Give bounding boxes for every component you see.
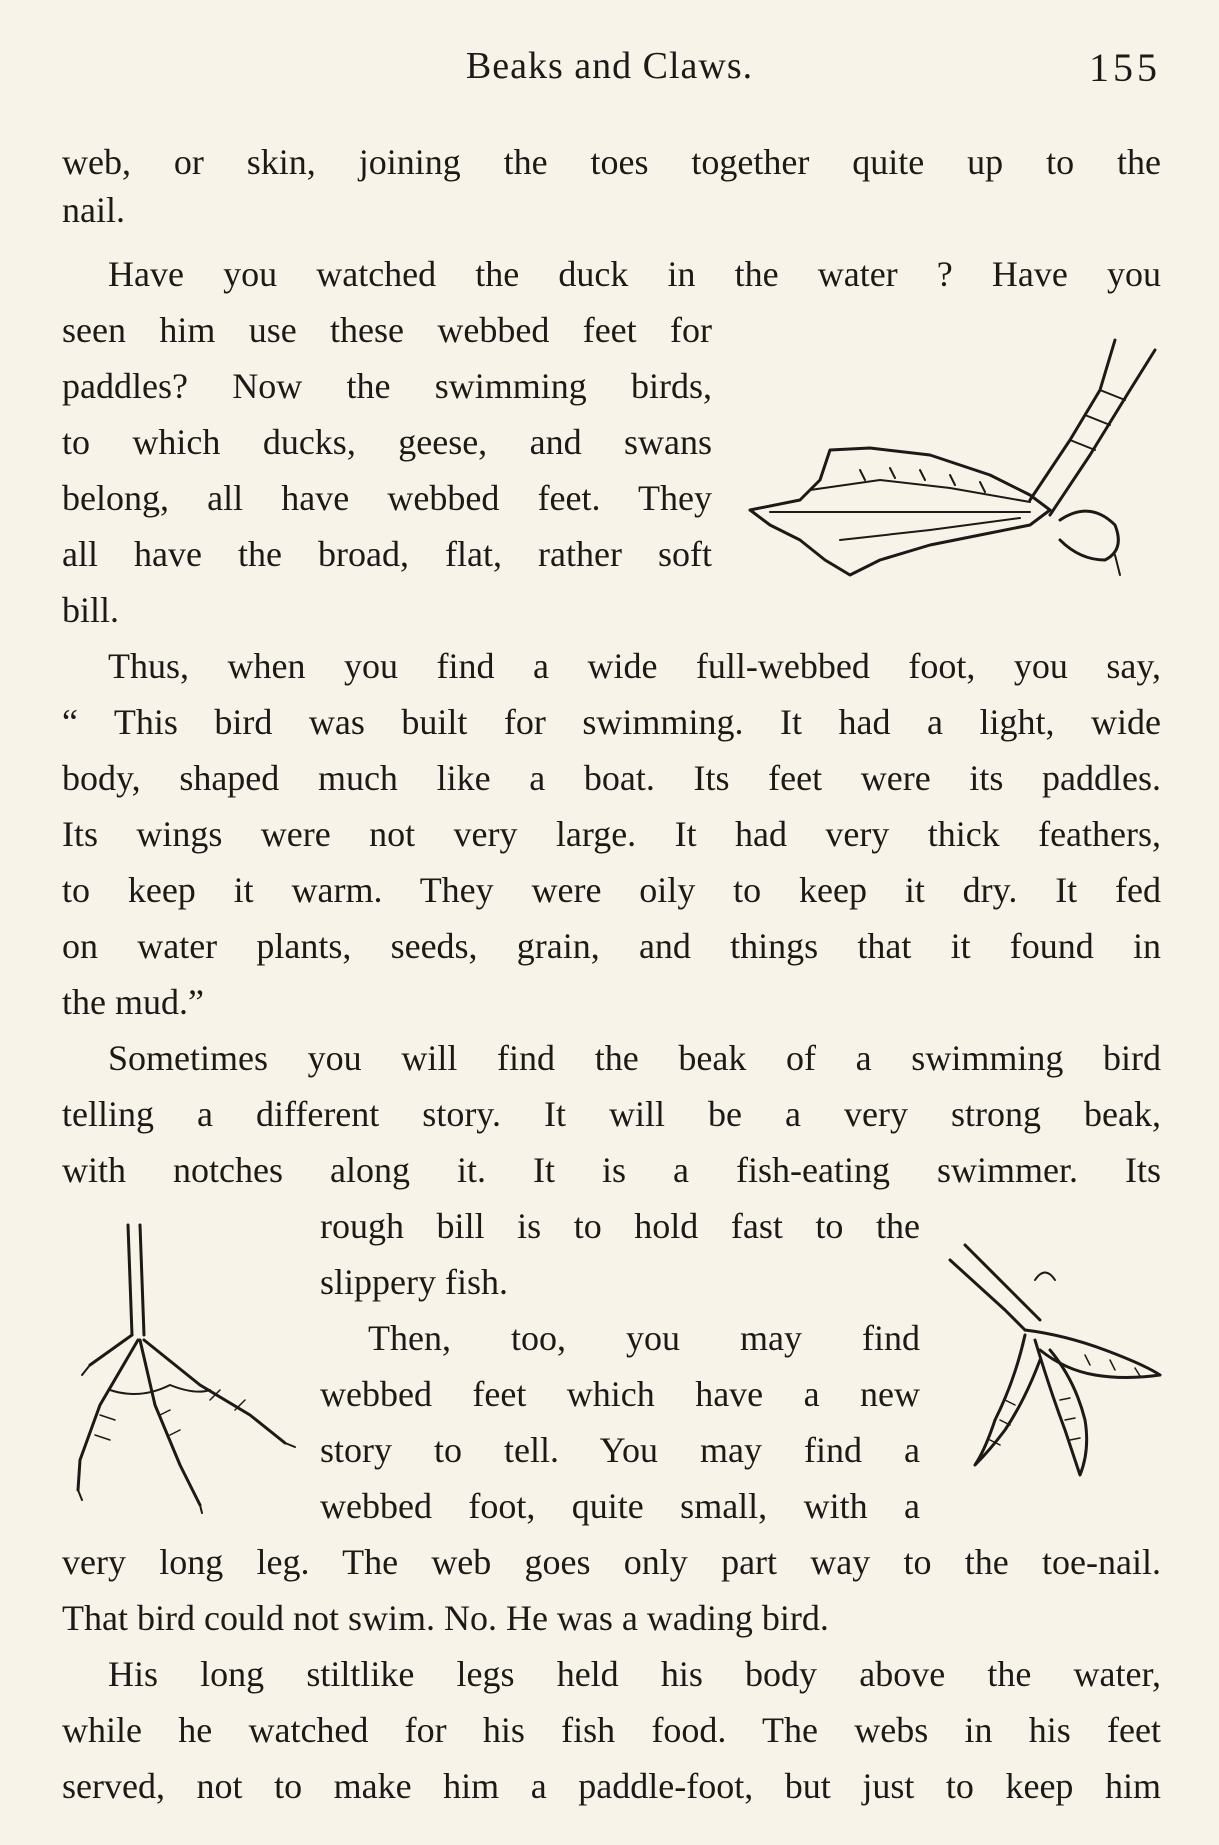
text-line: Sometimes you will find the beak of a swimming bird bbox=[108, 1038, 1161, 1078]
text-line: “ This bird was built for swimming. It had a light, wide bbox=[62, 702, 1161, 742]
running-title: Beaks and Claws. bbox=[465, 45, 754, 87]
text-line: to which ducks, geese, and swans bbox=[62, 422, 712, 462]
text-line: That bird could not swim. No. He was a wading bird. bbox=[62, 1598, 829, 1638]
text-line: to keep it warm. They were oily to keep it dry. It fed bbox=[62, 870, 1161, 910]
text-line: Its wings were not very large. It had very thick feathers, bbox=[62, 814, 1161, 854]
webbed-duck-foot-icon bbox=[730, 330, 1160, 610]
text-line: rough bill is to hold fast to the bbox=[320, 1206, 920, 1246]
text-line: Then, too, you may find bbox=[368, 1318, 920, 1358]
text-line: with notches along it. It is a fish-eating swimmer. Its bbox=[62, 1150, 1161, 1190]
text-line: story to tell. You may find a bbox=[320, 1430, 920, 1470]
text-line: Have you watched the duck in the water ? Have you bbox=[108, 254, 1161, 294]
text-line: seen him use these webbed feet for bbox=[62, 310, 712, 350]
text-line: paddles? Now the swimming birds, bbox=[62, 366, 712, 406]
wading-bird-foot-icon bbox=[60, 1215, 300, 1515]
text-line: His long stiltlike legs held his body above the water, bbox=[108, 1654, 1161, 1694]
text-line: Thus, when you find a wide full-webbed foot, you say, bbox=[108, 646, 1161, 686]
page-header bbox=[0, 40, 1219, 100]
text-line: on water plants, seeds, grain, and things that it found in bbox=[62, 926, 1161, 966]
text-line: served, not to make him a paddle-foot, but just to keep him bbox=[62, 1766, 1161, 1806]
text-line: bill. bbox=[62, 590, 120, 630]
text-line: telling a different story. It will be a very strong beak, bbox=[62, 1094, 1161, 1134]
text-line: body, shaped much like a boat. Its feet were its paddles. bbox=[62, 758, 1161, 798]
text-line: the mud.” bbox=[62, 982, 204, 1022]
text-line: all have the broad, flat, rather soft bbox=[62, 534, 712, 574]
text-line: webbed feet which have a new bbox=[320, 1374, 920, 1414]
text-line: belong, all have webbed feet. They bbox=[62, 478, 712, 518]
text-line: while he watched for his fish food. The webs in his feet bbox=[62, 1710, 1161, 1750]
text-line: web, or skin, joining the toes together quite up to the bbox=[62, 142, 1161, 182]
lobed-foot-icon bbox=[945, 1240, 1170, 1500]
page-number: 155 bbox=[1089, 45, 1161, 90]
text-line: very long leg. The web goes only part way to the toe-nail. bbox=[62, 1542, 1161, 1582]
text-line: nail. bbox=[62, 190, 125, 230]
text-line: webbed foot, quite small, with a bbox=[320, 1486, 920, 1526]
text-line: slippery fish. bbox=[320, 1262, 508, 1302]
